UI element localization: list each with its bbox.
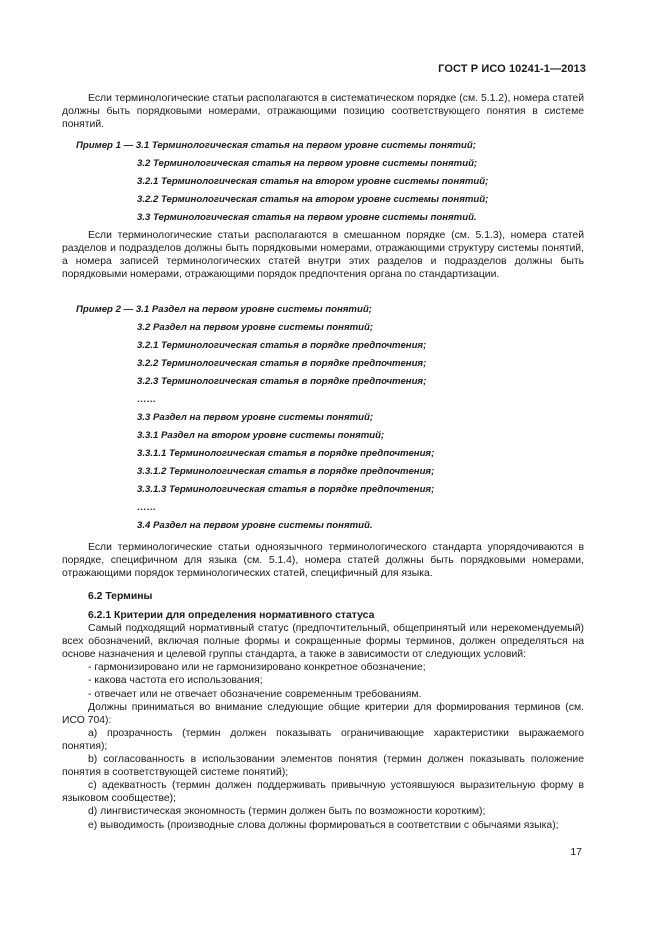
criteria-item: c) адекватность (термин должен поддерживать привычную устоявшуюся выразительную форму в языковом сообществе); <box>62 780 584 805</box>
example-2-line: 3.3 Раздел на первом уровне системы понятий; <box>137 412 374 423</box>
dash-list-item: - гармонизировано или не гармонизировано конкретное обозначение; <box>88 662 426 674</box>
dash-list-item: - какова частота его использования; <box>88 675 263 687</box>
subsection-title: 6.2.1 Критерии для определения нормативного статуса <box>88 610 375 621</box>
criteria-item: b) согласованность в использовании элементов понятия (термин должен показывать положение понятия в соответствующей системе понятий); <box>62 754 584 779</box>
paragraph-text: Если терминологические статьи одноязычного терминологического стандарта упорядочиваются в порядке, специфичном для языка (см. 5.1.4), номера статей должны быть порядковыми номерами, отражающими порядок терминологических статей, специфичный для языка. <box>62 542 584 580</box>
example-2-ellipsis: …… <box>137 502 157 513</box>
section-title: 6.2 Термины <box>88 591 153 602</box>
paragraph-systematic-order <box>62 92 584 131</box>
paragraph-text: Должны приниматься во внимание следующие общие критерии для формирования терминов (см. ИСО 704): <box>62 701 584 726</box>
example-2-line: 3.2.2 Терминологическая статья в порядке предпочтения; <box>137 358 427 369</box>
section-terms <box>62 590 584 603</box>
example-2-line: 3.3.1.2 Терминологическая статья в порядке предпочтения; <box>137 466 435 477</box>
example-1-line: 3.2.1 Терминологическая статья на втором уровне системы понятий; <box>137 176 489 187</box>
paragraph-text: Если терминологические статьи располагаются в смешанном порядке (см. 5.1.3), номера статей разделов и подразделов должны быть порядковыми номерами, отражающими структуру системы понятий, а номера записей терминологических статей внутри этих разделов и подразделов должны быть порядковыми номерами, отражающими порядок предпочтения органа по стандартизации. <box>62 230 584 281</box>
paragraph-language-order <box>62 541 584 580</box>
page-number: 17 <box>570 846 582 858</box>
paragraph-mixed-order <box>62 229 584 281</box>
example-2-line: 3.4 Раздел на первом уровне системы понятий. <box>137 520 373 531</box>
subsection-criteria <box>62 609 584 832</box>
criteria-item: e) выводимость (производные слова должны формироваться в соответствии с обычаями языка); <box>88 819 559 831</box>
paragraph-text: Самый подходящий нормативный статус (предпочтительный, общепринятый или нерекомендуемый) всех обозначений, включая полные формы и сокращенные формы терминов, должен определяться на основе назначения и целевой группы стандарта, а также в зависимости от следующих условий: <box>62 623 584 661</box>
paragraph-text: Если терминологические статьи располагаются в систематическом порядке (см. 5.1.2), номера статей должны быть порядковыми номерами, отражающими позицию соответствующего понятия в системе понятий. <box>62 93 584 131</box>
example-2-line: 3.3.1.3 Терминологическая статья в порядке предпочтения; <box>137 484 435 495</box>
example-2-line: 3.2.1 Терминологическая статья в порядке предпочтения; <box>137 340 427 351</box>
criteria-item: a) прозрачность (термин должен показывать ограничивающие характеристики выражаемого понятия); <box>62 727 584 752</box>
example-1-line: 3.2 Терминологическая статья на первом уровне системы понятий; <box>137 158 478 169</box>
example-1-head: Пример 1 — 3.1 Терминологическая статья на первом уровне системы понятий; <box>76 140 476 151</box>
example-2-line: 3.3.1.1 Терминологическая статья в порядке предпочтения; <box>137 448 435 459</box>
dash-list-item: - отвечает или не отвечает обозначение современным требованиям. <box>88 688 422 700</box>
example-2-line: 3.2 Раздел на первом уровне системы понятий; <box>137 322 374 333</box>
example-1-line: 3.3 Терминологическая статья на первом уровне системы понятий. <box>137 212 477 223</box>
criteria-item: d) лингвистическая экономность (термин должен быть по возможности коротким); <box>88 806 486 818</box>
example-2-line: 3.2.3 Терминологическая статья в порядке предпочтения; <box>137 376 427 387</box>
example-2-line: 3.3.1 Раздел на втором уровне системы понятий; <box>137 430 385 441</box>
example-1-line: 3.2.2 Терминологическая статья на втором уровне системы понятий; <box>137 194 489 205</box>
example-2-head: Пример 2 — 3.1 Раздел на первом уровне системы понятий; <box>76 304 372 315</box>
example-2-ellipsis: …… <box>137 394 157 405</box>
document-header: ГОСТ Р ИСО 10241-1—2013 <box>438 63 586 75</box>
